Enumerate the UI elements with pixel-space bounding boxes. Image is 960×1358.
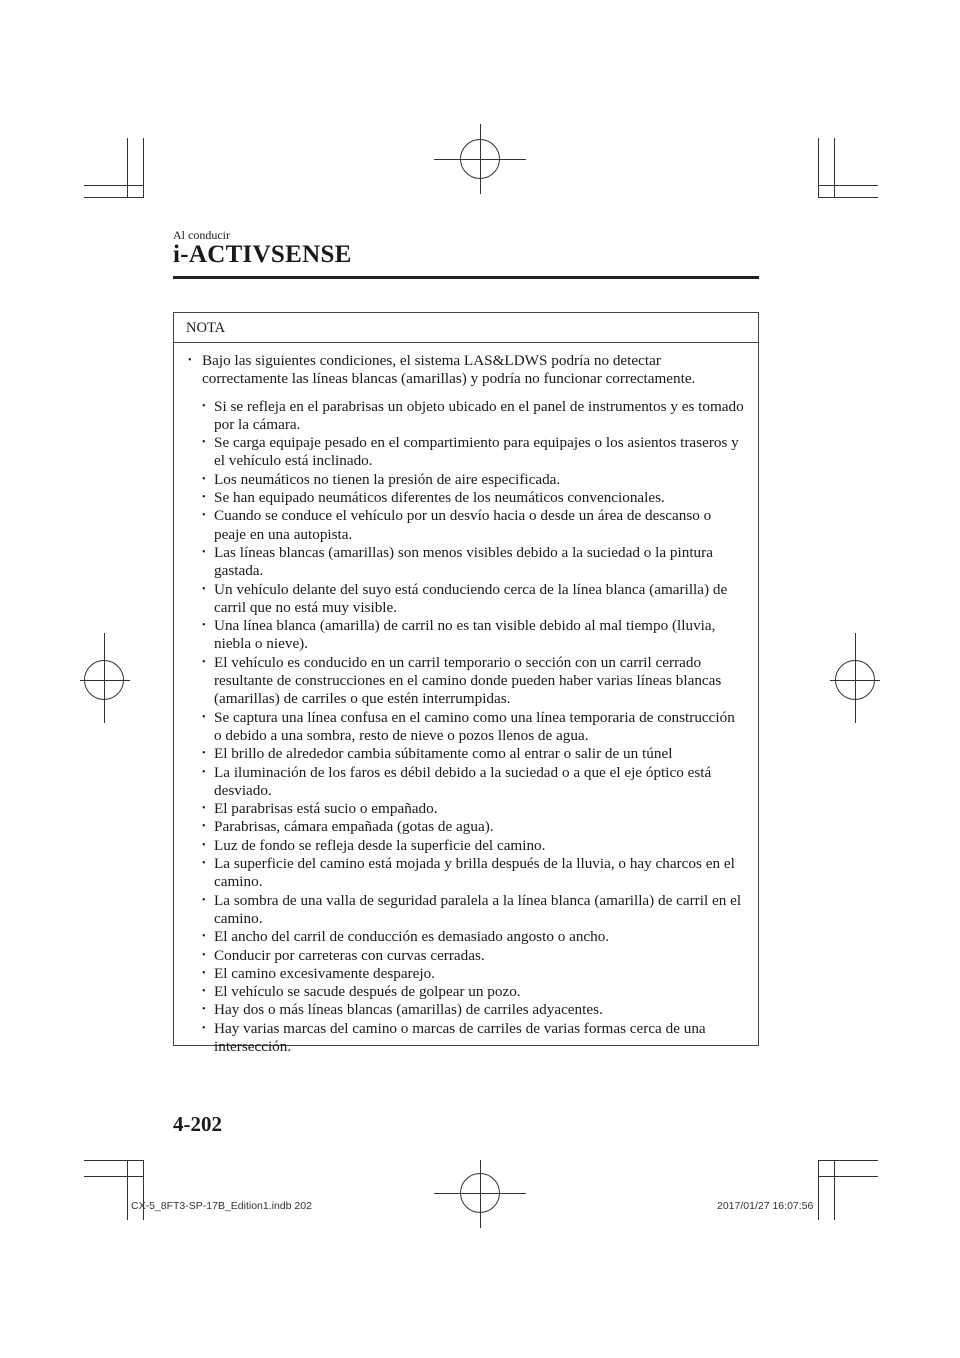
crop-mark (818, 197, 878, 198)
condition-item: • El parabrisas está sucio o empañado. (202, 800, 746, 818)
condition-item: • Conducir por carreteras con curvas cerradas. (202, 947, 746, 965)
condition-item: • Un vehículo delante del suyo está conduciendo cerca de la línea blanca (amarilla) de carril que no está muy visible. (202, 581, 746, 618)
crop-mark (834, 138, 835, 198)
crop-mark (84, 1176, 144, 1177)
registration-circle (460, 1173, 500, 1213)
condition-item: • Hay varias marcas del camino o marcas de carriles de varias formas cerca de una intersección. (202, 1020, 746, 1057)
crop-mark (127, 138, 128, 198)
condition-item: • Se carga equipaje pesado en el compartimiento para equipajes o los asientos traseros y el vehículo está inclinado. (202, 434, 746, 471)
crop-mark (818, 185, 878, 186)
condition-item: • Las líneas blancas (amarillas) son menos visibles debido a la suciedad o la pintura gastada. (202, 544, 746, 581)
crop-mark (834, 1160, 835, 1220)
page-title: i-ACTIVSENSE (173, 241, 352, 268)
note-body (174, 343, 758, 1056)
condition-item: • Se han equipado neumáticos diferentes de los neumáticos convencionales. (202, 489, 746, 507)
condition-item: • Hay dos o más líneas blancas (amarillas) de carriles adyacentes. (202, 1001, 746, 1019)
condition-item: • Cuando se conduce el vehículo por un desvío hacia o desde un área de descanso o peaje en una autopista. (202, 507, 746, 544)
crop-mark (818, 1160, 878, 1161)
condition-item: • Luz de fondo se refleja desde la superficie del camino. (202, 837, 746, 855)
condition-item: • Si se refleja en el parabrisas un objeto ubicado en el panel de instrumentos y es tomado por la cámara. (202, 398, 746, 435)
page-number: 4-202 (173, 1112, 222, 1136)
crop-mark (127, 1160, 128, 1220)
condition-item: • La superficie del camino está mojada y brilla después de la lluvia, o hay charcos en el camino. (202, 855, 746, 892)
condition-item: • El ancho del carril de conducción es demasiado angosto o ancho. (202, 928, 746, 946)
condition-item: • El camino excesivamente desparejo. (202, 965, 746, 983)
condition-item: • El brillo de alrededor cambia súbitamente como al entrar o salir de un túnel (202, 745, 746, 763)
crop-mark (143, 138, 144, 198)
condition-item: • Parabrisas, cámara empañada (gotas de agua). (202, 818, 746, 836)
condition-item: • La sombra de una valla de seguridad paralela a la línea blanca (amarilla) de carril en el camino. (202, 892, 746, 929)
condition-item: • La iluminación de los faros es débil debido a la suciedad o a que el eje óptico está desviado. (202, 764, 746, 801)
crop-mark (818, 1160, 819, 1220)
footer-timestamp: 2017/01/27 16:07:56 (717, 1200, 814, 1212)
crop-mark (818, 1176, 878, 1177)
condition-item: • Los neumáticos no tienen la presión de aire especificada. (202, 471, 746, 489)
crop-mark (818, 138, 819, 198)
condition-item: • Se captura una línea confusa en el camino como una línea temporaria de construcción o debido a una sombra, resto de nieve o pozos llenos de agua. (202, 709, 746, 746)
condition-item: • El vehículo se sacude después de golpear un pozo. (202, 983, 746, 1001)
registration-circle (460, 139, 500, 179)
condition-item: • El vehículo es conducido en un carril temporario o sección con un carril cerrado resultante de construcciones en el camino donde pueden haber varias líneas blancas (amarillas) de carriles o que estén interrumpidas. (202, 654, 746, 709)
note-box (173, 312, 759, 1055)
crop-mark (84, 197, 144, 198)
title-rule (173, 276, 759, 279)
condition-list (202, 398, 746, 1057)
registration-circle (835, 660, 875, 700)
registration-circle (84, 660, 124, 700)
crop-mark (84, 1160, 144, 1161)
note-heading: NOTA (174, 313, 758, 343)
crop-mark (84, 185, 144, 186)
condition-item: • Una línea blanca (amarilla) de carril no es tan visible debido al mal tiempo (lluvia, niebla o nieve). (202, 617, 746, 654)
note-intro: • Bajo las siguientes condiciones, el sistema LAS&LDWS podría no detectar correctamente las líneas blancas (amarillas) y podría no funcionar correctamente. (188, 352, 746, 389)
section-label: Al conducir (173, 228, 230, 242)
footer-file: CX-5_8FT3-SP-17B_Edition1.indb 202 (131, 1200, 312, 1212)
